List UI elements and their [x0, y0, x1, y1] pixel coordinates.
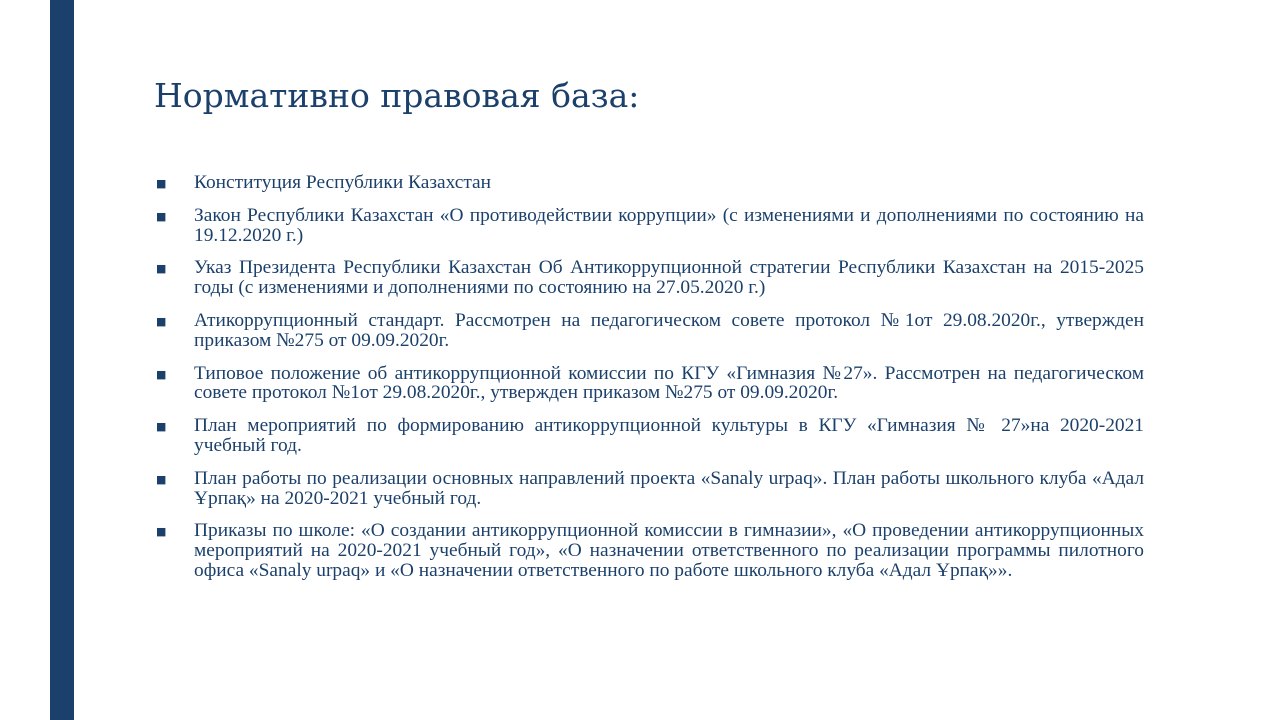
list-item-text: Указ Президента Республики Казахстан Об Антикоррупционной стратегии Республики Казахстан на 2015-2025 годы (с изменениями и дополнениями по состоянию на 27.05.2020 г.)	[194, 257, 1144, 299]
bullet-list	[154, 173, 1144, 594]
list-item	[154, 469, 1144, 509]
square-bullet-icon: ■	[156, 525, 167, 539]
list-item	[154, 416, 1144, 456]
square-bullet-icon: ■	[156, 262, 167, 276]
square-bullet-icon: ■	[156, 314, 167, 328]
square-bullet-icon: ■	[156, 472, 167, 486]
list-item	[154, 311, 1144, 351]
list-item-text: План мероприятий по формированию антикоррупционной культуры в КГУ «Гимназия № 27»на 2020-2021 учебный год.	[194, 415, 1144, 456]
left-accent-bar	[50, 0, 74, 720]
list-item-text: План работы по реализации основных направлений проекта «Sanaly urpaq». План работы школьного клуба «Адал Ұрпақ» на 2020-2021 учебный год.	[194, 467, 1144, 509]
list-item	[154, 173, 1144, 193]
slide-title: Нормативно правовая база:	[154, 76, 640, 115]
square-bullet-icon: ■	[156, 209, 167, 223]
list-item-text: Закон Республики Казахстан «О противодействии коррупции» (с изменениями и дополнениями по состоянию на 19.12.2020 г.)	[194, 204, 1144, 246]
square-bullet-icon: ■	[156, 177, 167, 190]
list-item-text: Приказы по школе: «О создании антикоррупционной комиссии в гимназии», «О проведении антикоррупционных мероприятий на 2020-2021 учебный год», «О назначении ответственного по реализации программы пилотного офиса «Sanaly urpaq» и «О назначении ответственного по работе школьного клуба «Адал Ұрпақ»».	[194, 520, 1144, 581]
list-item-text: Атикоррупционный стандарт. Рассмотрен на педагогическом совете протокол №1от 29.08.2020г., утвержден приказом №275 от 09.09.2020г.	[194, 309, 1144, 351]
square-bullet-icon: ■	[156, 367, 167, 381]
square-bullet-icon: ■	[156, 420, 167, 434]
list-item	[154, 364, 1144, 404]
list-item	[154, 206, 1144, 246]
list-item-text: Конституция Республики Казахстан	[194, 172, 492, 193]
list-item	[154, 258, 1144, 298]
list-item-text: Типовое положение об антикоррупционной комиссии по КГУ «Гимназия №27». Рассмотрен на педагогическом совете протокол №1от 29.08.2020г., утвержден приказом №275 от 09.09.2020г.	[194, 362, 1144, 404]
list-item	[154, 521, 1144, 580]
